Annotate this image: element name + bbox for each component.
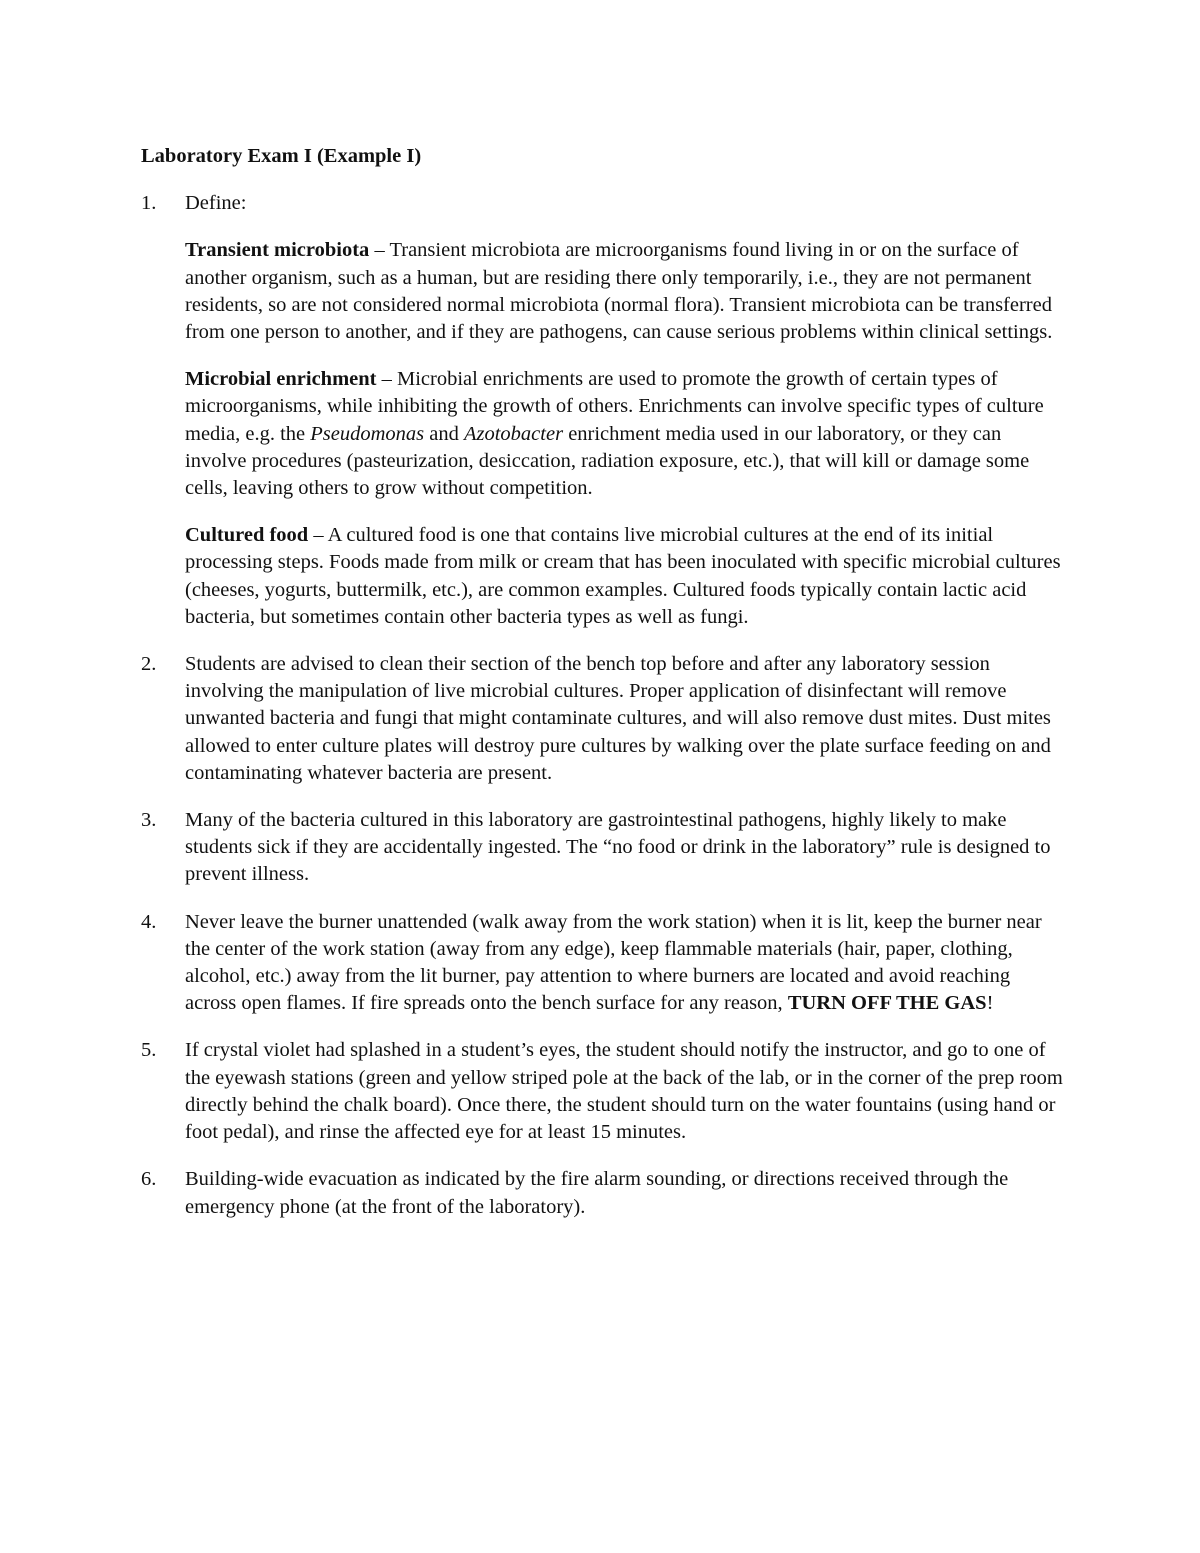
definition-term: Cultured food bbox=[185, 524, 309, 547]
definition-text: and bbox=[424, 422, 464, 445]
definition-separator: – bbox=[308, 524, 328, 547]
definition-text: A cultured food is one that contains live microbial cultures at the end of its initial processing steps. Foods made from milk or cream that has been inoculated with specific microbial cultures (cheeses, yogurts, buttermilk, etc.), are common examples. Cultured foods typically contain lactic acid bacteria, but sometimes contain other bacteria types as well as fungi. bbox=[185, 524, 1061, 628]
warning-text: TURN OFF THE GAS bbox=[787, 992, 987, 1015]
definition-separator: – bbox=[376, 368, 397, 391]
definition-separator: – bbox=[369, 239, 390, 262]
answer-text: If crystal violet had splashed in a student’s eyes, the student should notify the instructor, and go to one of the eyewash stations (green and yellow striped pole at the back of the lab, or in the corner of the prep room directly behind the chalk board). Once there, the student should turn on the water fountains (using hand or foot pedal), and rinse the affected eye for at least 15 minutes. bbox=[185, 1039, 1063, 1144]
question-number: 1. bbox=[141, 192, 157, 215]
question-number: 4. bbox=[141, 910, 157, 933]
question-4 bbox=[141, 909, 1066, 1018]
answer-text: Many of the bacteria cultured in this laboratory are gastrointestinal pathogens, highly likely to make students sick if they are accidentally ingested. The “no food or drink in the laboratory” rule is designed to prevent illness. bbox=[185, 809, 1051, 886]
question-1 bbox=[141, 190, 1066, 631]
answer-text: Students are advised to clean their section of the bench top before and after any laboratory session involving the manipulation of live microbial cultures. Proper application of disinfectant will remove unwanted bacteria and fungi that might contaminate cultures, and will also remove dust mites. Dust mites allowed to enter culture plates will destroy pure cultures by walking over the plate surface feeding on and contaminating whatever bacteria are present. bbox=[185, 653, 1051, 784]
definition-cultured-food bbox=[185, 522, 1066, 631]
question-2 bbox=[141, 651, 1066, 787]
definition-text: Transient microbiota are microorganisms found living in or on the surface of another organism, such as a human, but are residing there only temporarily, i.e., they are not permanent residents, so are not considered normal microbiota (normal flora). Transient microbiota can be transferred from one person to another, and if they are pathogens, can cause serious problems within clinical settings. bbox=[185, 239, 1053, 344]
question-6 bbox=[141, 1166, 1066, 1220]
question-5 bbox=[141, 1037, 1066, 1146]
answer-text: Building-wide evacuation as indicated by the fire alarm sounding, or directions received through the emergency phone (at the front of the laboratory). bbox=[185, 1168, 1009, 1218]
document-body bbox=[141, 143, 1066, 1241]
document-title: Laboratory Exam I (Example I) bbox=[141, 145, 422, 167]
definition-term: Transient microbiota bbox=[185, 239, 370, 262]
question-1-intro: Define: bbox=[185, 192, 247, 215]
question-number: 5. bbox=[141, 1039, 157, 1062]
definition-term: Microbial enrichment bbox=[185, 368, 377, 391]
question-3 bbox=[141, 807, 1066, 889]
question-number: 3. bbox=[141, 809, 157, 832]
answer-text-end: ! bbox=[986, 992, 994, 1015]
definition-text: Microbial enrichments are used to promote the growth of certain types of microorganisms, while inhibiting the growth of others. Enrichments can involve specific types of culture media, e.g. the bbox=[185, 368, 1044, 445]
definition-italic-genus: Pseudomonas bbox=[310, 422, 425, 445]
question-number: 2. bbox=[141, 653, 157, 676]
definition-transient-microbiota bbox=[185, 237, 1066, 346]
answer-text: Never leave the burner unattended (walk away from the work station) when it is lit, keep the burner near the center of the work station (away from any edge), keep flammable materials (hair, paper, clothing, alcohol, etc.) away from the lit burner, pay attention to where burners are located and avoid reaching across open flames. If fire spreads onto the bench surface for any reason, bbox=[185, 910, 1042, 1015]
question-number: 6. bbox=[141, 1168, 157, 1191]
definition-text: enrichment media used in our laboratory, or they can involve procedures (pasteurization, desiccation, radiation exposure, etc.), that will kill or damage some cells, leaving others to grow without competition. bbox=[185, 422, 1030, 500]
definition-microbial-enrichment bbox=[185, 366, 1066, 502]
definition-italic-genus: Azotobacter bbox=[463, 422, 564, 445]
